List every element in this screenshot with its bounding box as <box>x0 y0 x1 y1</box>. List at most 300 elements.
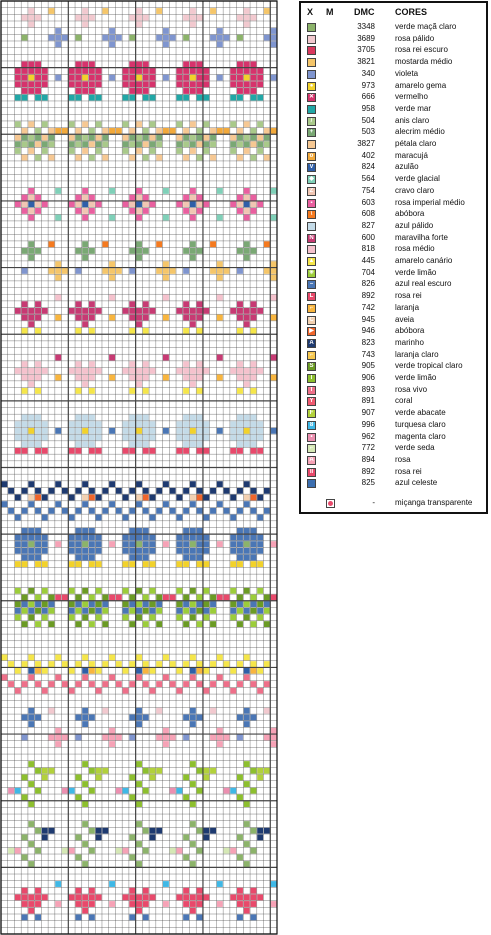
stitch <box>197 15 203 21</box>
stitch <box>129 135 135 141</box>
stitch <box>28 321 34 327</box>
stitch <box>163 734 169 740</box>
stitch <box>244 215 250 221</box>
stitch <box>257 121 263 127</box>
stitch <box>96 95 102 101</box>
stitch <box>190 481 196 487</box>
stitch <box>35 621 41 627</box>
stitch <box>75 448 81 454</box>
stitch <box>271 28 277 34</box>
stitch <box>163 215 169 221</box>
stitch <box>244 61 250 67</box>
stitch <box>190 415 196 421</box>
stitch <box>109 188 115 194</box>
stitch <box>49 595 55 601</box>
stitch <box>35 488 41 494</box>
stitch <box>197 135 203 141</box>
stitch <box>28 821 34 827</box>
stitch <box>190 548 196 554</box>
stitch <box>183 15 189 21</box>
legend-color-name: abóbora <box>395 326 425 336</box>
stitch <box>190 8 196 14</box>
stitch <box>109 355 115 361</box>
stitch <box>123 448 129 454</box>
stitch <box>89 621 95 627</box>
stitch <box>197 888 203 894</box>
stitch <box>244 135 250 141</box>
stitch <box>271 881 277 887</box>
stitch <box>35 528 41 534</box>
stitch <box>129 81 135 87</box>
stitch <box>170 508 176 514</box>
stitch <box>197 661 203 667</box>
stitch <box>62 35 68 41</box>
stitch <box>75 528 81 534</box>
stitch <box>96 615 102 621</box>
stitch <box>183 248 189 254</box>
stitch <box>69 121 75 127</box>
stitch <box>28 61 34 67</box>
stitch <box>250 155 256 161</box>
stitch <box>82 441 88 447</box>
stitch <box>149 121 155 127</box>
stitch <box>75 548 81 554</box>
stitch <box>237 248 243 254</box>
stitch <box>28 241 34 247</box>
stitch <box>22 894 28 900</box>
legend-color-name: verde abacate <box>395 408 446 418</box>
stitch <box>22 388 28 394</box>
stitch <box>35 768 41 774</box>
stitch <box>89 914 95 920</box>
stitch <box>75 301 81 307</box>
stitch <box>210 141 216 147</box>
stitch <box>190 308 196 314</box>
stitch <box>96 768 102 774</box>
stitch <box>129 834 135 840</box>
stitch <box>217 275 223 281</box>
stitch <box>35 415 41 421</box>
stitch <box>75 661 81 667</box>
stitch <box>96 774 102 780</box>
stitch <box>82 721 88 727</box>
stitch <box>109 261 115 267</box>
stitch <box>197 435 203 441</box>
legend-color-name: rosa vivo <box>395 384 428 394</box>
stitch <box>176 601 182 607</box>
stitch <box>69 495 75 501</box>
stitch <box>264 734 270 740</box>
stitch <box>102 601 108 607</box>
stitch <box>217 881 223 887</box>
stitch <box>250 894 256 900</box>
stitch <box>28 548 34 554</box>
stitch <box>250 248 256 254</box>
stitch <box>123 75 129 81</box>
stitch <box>89 441 95 447</box>
legend-swatch: – <box>307 280 316 289</box>
stitch <box>28 135 34 141</box>
stitch <box>35 421 41 427</box>
stitch <box>22 35 28 41</box>
stitch <box>176 688 182 694</box>
legend-swatch <box>307 222 316 231</box>
stitch <box>244 721 250 727</box>
stitch <box>250 88 256 94</box>
stitch <box>143 768 149 774</box>
stitch <box>183 61 189 67</box>
stitch <box>8 788 14 794</box>
stitch <box>75 535 81 541</box>
stitch <box>244 528 250 534</box>
stitch <box>22 248 28 254</box>
stitch <box>163 28 169 34</box>
stitch <box>143 135 149 141</box>
stitch <box>22 155 28 161</box>
stitch <box>176 95 182 101</box>
stitch <box>136 308 142 314</box>
stitch <box>176 894 182 900</box>
legend-swatch: N <box>307 234 316 243</box>
stitch <box>203 768 209 774</box>
stitch <box>129 621 135 627</box>
stitch <box>197 75 203 81</box>
stitch <box>203 68 209 74</box>
stitch <box>136 88 142 94</box>
stitch <box>156 708 162 714</box>
stitch <box>176 668 182 674</box>
stitch <box>116 848 122 854</box>
legend-dmc-code: 772 <box>361 443 375 453</box>
stitch <box>143 315 149 321</box>
stitch <box>176 308 182 314</box>
stitch <box>28 781 34 787</box>
stitch <box>15 894 21 900</box>
stitch <box>230 448 236 454</box>
stitch <box>244 68 250 74</box>
stitch <box>210 734 216 740</box>
stitch <box>190 321 196 327</box>
stitch <box>143 301 149 307</box>
stitch <box>55 188 61 194</box>
stitch <box>203 121 209 127</box>
stitch <box>257 495 263 501</box>
legend-swatch: + <box>307 128 316 137</box>
stitch <box>244 588 250 594</box>
stitch <box>136 501 142 507</box>
stitch <box>183 561 189 567</box>
stitch <box>75 555 81 561</box>
stitch <box>217 741 223 747</box>
legend-dmc-code: 893 <box>361 384 375 394</box>
stitch <box>82 81 88 87</box>
stitch <box>257 834 263 840</box>
stitch <box>35 901 41 907</box>
stitch <box>237 61 243 67</box>
stitch <box>116 128 122 134</box>
stitch <box>62 268 68 274</box>
stitch <box>230 435 236 441</box>
stitch <box>136 548 142 554</box>
stitch <box>271 275 277 281</box>
stitch <box>75 734 81 740</box>
bead-icon <box>326 499 335 508</box>
legend-row <box>301 477 486 490</box>
stitch <box>183 548 189 554</box>
stitch <box>210 601 216 607</box>
stitch <box>82 908 88 914</box>
stitch <box>217 128 223 134</box>
stitch <box>143 95 149 101</box>
stitch <box>35 561 41 567</box>
stitch <box>116 661 122 667</box>
stitch <box>197 828 203 834</box>
stitch <box>82 8 88 14</box>
stitch <box>49 608 55 614</box>
stitch <box>136 21 142 27</box>
stitch <box>75 541 81 547</box>
stitch <box>109 501 115 507</box>
stitch <box>149 601 155 607</box>
stitch <box>123 561 129 567</box>
stitch <box>237 548 243 554</box>
stitch <box>109 75 115 81</box>
stitch <box>149 68 155 74</box>
stitch <box>257 541 263 547</box>
stitch <box>176 148 182 154</box>
stitch <box>143 68 149 74</box>
stitch <box>217 655 223 661</box>
stitch <box>82 708 88 714</box>
stitch <box>75 621 81 627</box>
stitch <box>82 481 88 487</box>
stitch <box>22 681 28 687</box>
stitch <box>35 368 41 374</box>
legend-dmc-code: 603 <box>361 197 375 207</box>
stitch <box>190 781 196 787</box>
stitch <box>197 88 203 94</box>
stitch <box>143 681 149 687</box>
legend-color-name: turquesa claro <box>395 419 446 429</box>
stitch <box>143 15 149 21</box>
stitch <box>89 535 95 541</box>
stitch <box>35 535 41 541</box>
stitch <box>143 548 149 554</box>
stitch <box>129 901 135 907</box>
stitch <box>217 215 223 221</box>
stitch <box>28 248 34 254</box>
stitch <box>197 421 203 427</box>
stitch <box>143 488 149 494</box>
stitch <box>109 28 115 34</box>
stitch <box>190 528 196 534</box>
stitch <box>163 35 169 41</box>
stitch <box>96 368 102 374</box>
stitch <box>75 375 81 381</box>
stitch <box>264 661 270 667</box>
stitch <box>230 495 236 501</box>
stitch <box>69 201 75 207</box>
stitch <box>163 315 169 321</box>
stitch <box>183 441 189 447</box>
stitch <box>250 195 256 201</box>
stitch <box>22 555 28 561</box>
stitch <box>136 608 142 614</box>
stitch <box>136 255 142 261</box>
stitch <box>49 708 55 714</box>
stitch <box>176 428 182 434</box>
stitch <box>183 661 189 667</box>
stitch <box>28 368 34 374</box>
stitch <box>129 95 135 101</box>
stitch <box>75 68 81 74</box>
stitch <box>22 734 28 740</box>
stitch <box>143 88 149 94</box>
stitch <box>129 888 135 894</box>
stitch <box>143 541 149 547</box>
stitch <box>230 608 236 614</box>
stitch <box>197 601 203 607</box>
legend-swatch <box>307 70 316 79</box>
stitch <box>149 141 155 147</box>
stitch <box>257 894 263 900</box>
stitch <box>163 481 169 487</box>
stitch <box>217 481 223 487</box>
legend-dmc-code: 826 <box>361 279 375 289</box>
stitch <box>136 141 142 147</box>
stitch <box>237 555 243 561</box>
stitch <box>1 674 7 680</box>
stitch <box>69 588 75 594</box>
stitch <box>28 188 34 194</box>
stitch <box>250 208 256 214</box>
stitch <box>250 315 256 321</box>
stitch <box>143 248 149 254</box>
stitch <box>109 428 115 434</box>
stitch <box>15 95 21 101</box>
stitch <box>250 141 256 147</box>
stitch <box>156 8 162 14</box>
stitch <box>143 388 149 394</box>
stitch <box>69 448 75 454</box>
stitch <box>75 888 81 894</box>
stitch <box>22 268 28 274</box>
stitch <box>102 128 108 134</box>
stitch <box>197 315 203 321</box>
legend-color-name: abóbora <box>395 209 425 219</box>
stitch <box>183 555 189 561</box>
stitch <box>203 448 209 454</box>
stitch <box>217 674 223 680</box>
stitch <box>82 248 88 254</box>
stitch <box>82 714 88 720</box>
stitch <box>49 128 55 134</box>
stitch <box>143 128 149 134</box>
stitch <box>123 121 129 127</box>
stitch <box>28 481 34 487</box>
stitch <box>96 495 102 501</box>
stitch <box>217 541 223 547</box>
stitch <box>136 674 142 680</box>
stitch <box>82 201 88 207</box>
stitch <box>22 448 28 454</box>
legend-color-name: magenta claro <box>395 431 446 441</box>
stitch <box>1 481 7 487</box>
legend-color-name: laranja <box>395 302 420 312</box>
stitch <box>22 315 28 321</box>
stitch <box>203 834 209 840</box>
stitch <box>129 328 135 334</box>
stitch <box>123 81 129 87</box>
legend-swatch: o <box>307 152 316 161</box>
stitch <box>75 201 81 207</box>
stitch <box>42 141 48 147</box>
stitch <box>116 788 122 794</box>
stitch <box>82 135 88 141</box>
stitch <box>149 615 155 621</box>
stitch <box>237 195 243 201</box>
stitch <box>156 488 162 494</box>
stitch <box>35 541 41 547</box>
stitch <box>244 195 250 201</box>
stitch <box>123 201 129 207</box>
stitch <box>237 135 243 141</box>
stitch <box>69 608 75 614</box>
stitch <box>143 81 149 87</box>
legend-color-name: aveia <box>395 314 415 324</box>
stitch <box>271 261 277 267</box>
stitch <box>69 308 75 314</box>
stitch <box>271 355 277 361</box>
stitch <box>136 8 142 14</box>
stitch <box>190 375 196 381</box>
stitch <box>35 848 41 854</box>
stitch <box>82 501 88 507</box>
stitch <box>69 148 75 154</box>
stitch <box>143 441 149 447</box>
legend-color-name: rosa imperial médio <box>395 197 465 207</box>
stitch <box>129 528 135 534</box>
stitch <box>102 621 108 627</box>
stitch <box>237 428 243 434</box>
stitch <box>136 381 142 387</box>
stitch <box>109 734 115 740</box>
stitch <box>237 141 243 147</box>
stitch <box>69 548 75 554</box>
stitch <box>237 794 243 800</box>
stitch <box>49 681 55 687</box>
stitch <box>244 441 250 447</box>
stitch <box>230 548 236 554</box>
stitch <box>230 848 236 854</box>
stitch <box>89 361 95 367</box>
stitch <box>190 248 196 254</box>
stitch <box>35 435 41 441</box>
stitch <box>244 188 250 194</box>
stitch <box>22 535 28 541</box>
stitch <box>237 375 243 381</box>
stitch <box>183 734 189 740</box>
stitch <box>129 375 135 381</box>
stitch <box>237 95 243 101</box>
legend-dmc-code: 743 <box>361 349 375 359</box>
stitch <box>102 508 108 514</box>
stitch <box>75 368 81 374</box>
legend-swatch: II <box>307 468 316 477</box>
legend-swatch: S <box>307 362 316 371</box>
stitch <box>89 141 95 147</box>
stitch <box>190 601 196 607</box>
